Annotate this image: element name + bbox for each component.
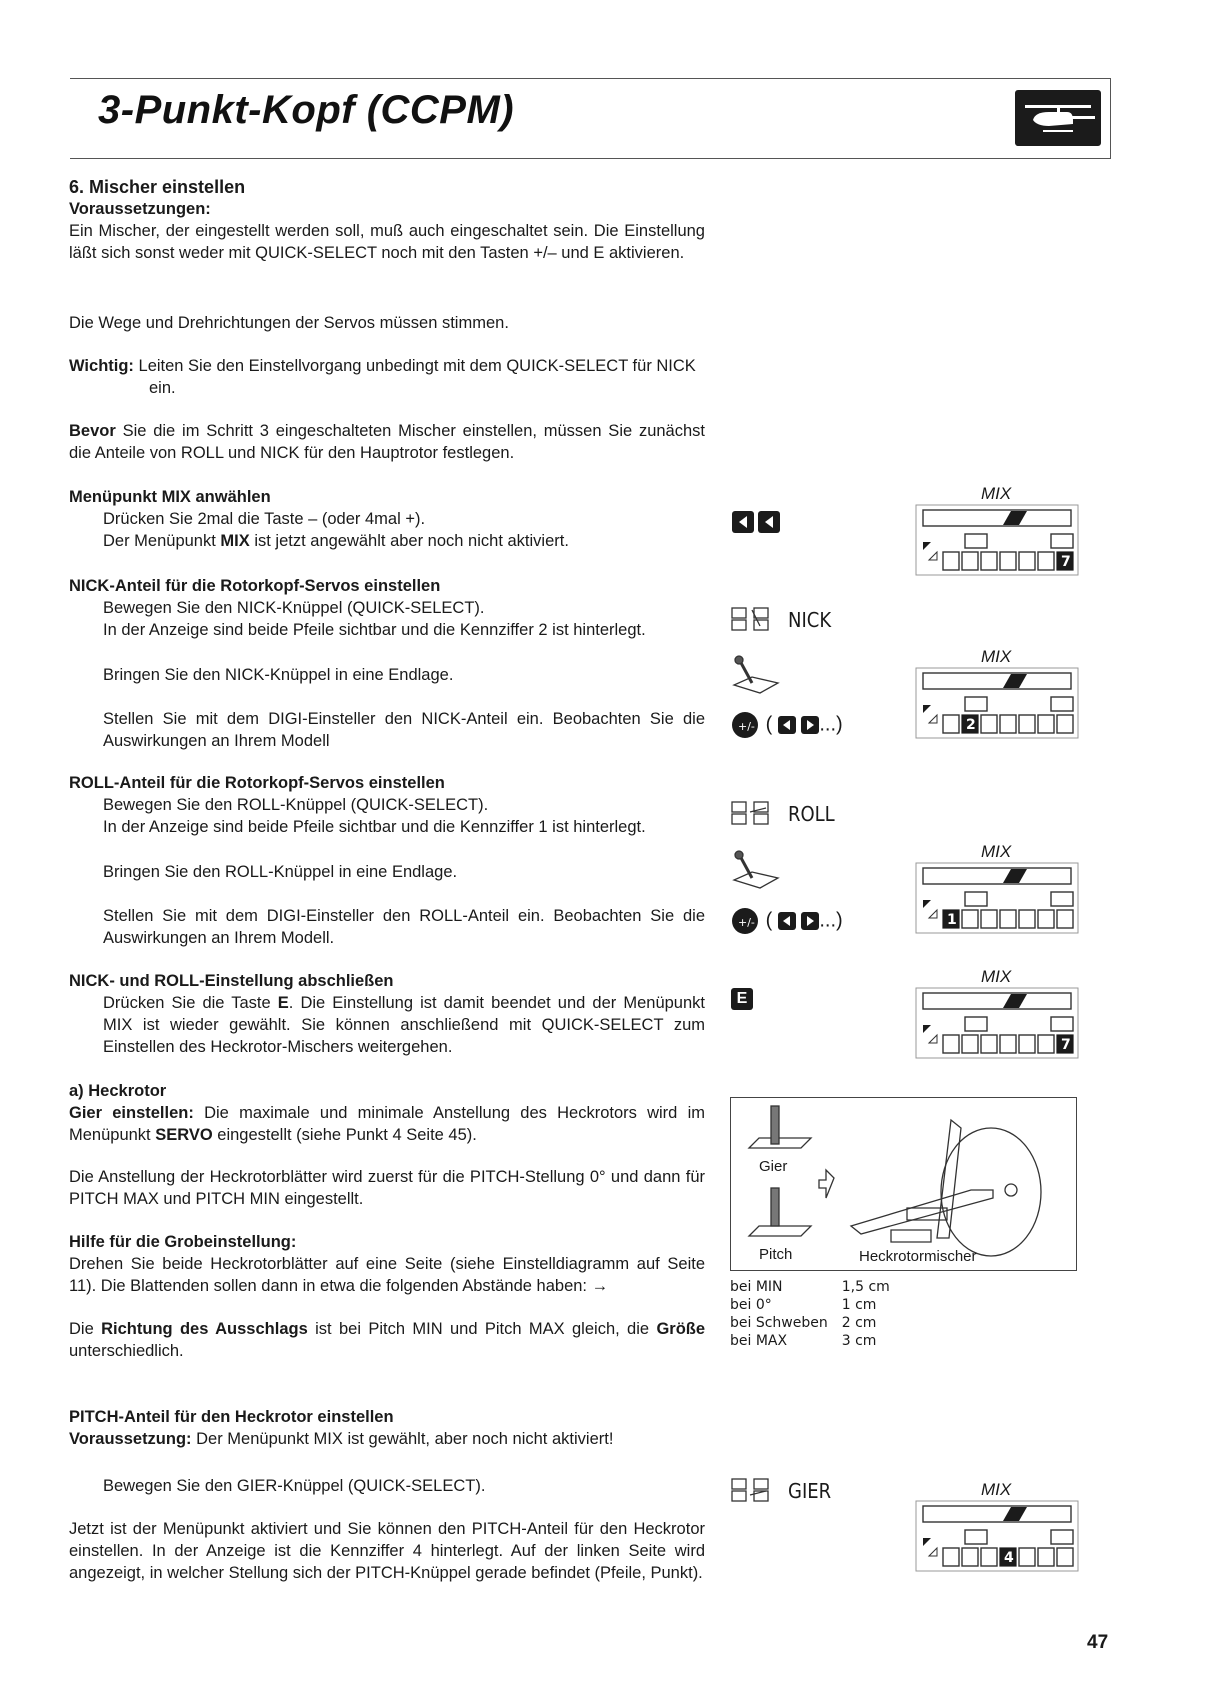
wichtig-paragraph (69, 355, 705, 399)
pitch-line2: Jetzt ist der Menüpunkt aktiviert und Sie können den PITCH-Anteil für den Heckrotor einstellen. In der Anzeige ist die Kennziffer 4 hinterlegt. Auf der linken Seite wird angezeigt, in welcher Stellung sich der PITCH-Knüppel gerade befindet (Pfeile, Punkt). (69, 1520, 705, 1582)
lcd-digit-cell (981, 910, 997, 928)
lcd-box-left (965, 534, 987, 548)
voraussetzungen-text: Ein Mischer, der eingestellt werden soll, muß auch eingeschaltet sein. Die Einstellung läßt sich sonst weder mit QUICK-SELECT noch mit den Tasten +/– und E aktivieren. (69, 222, 705, 262)
e-key (731, 988, 753, 1010)
lcd-arrow-icon (923, 705, 931, 713)
lcd-screen (915, 1500, 1079, 1572)
lcd-arrow-icon (923, 900, 931, 908)
lcd-digit: 4 (1004, 1550, 1014, 1566)
distance-row (730, 1332, 904, 1350)
wichtig-text: Leiten Sie den Einstellvorgang unbedingt mit dem QUICK-SELECT für NICK ein. (138, 357, 696, 397)
voraussetzungen-label: Voraussetzungen: (69, 200, 211, 218)
plus-key-icon (801, 716, 819, 734)
wege-paragraph (69, 312, 705, 334)
heckrotor-diagram (731, 1098, 1076, 1270)
lcd-digit: 1 (947, 912, 957, 928)
distance-row (730, 1296, 904, 1314)
lcd-digit-cell (1057, 910, 1073, 928)
roll-stick-label: ROLL (788, 802, 835, 826)
minus-keys (732, 511, 780, 533)
lcd-digit-cell (1038, 1548, 1054, 1566)
mixer-figure-label: Heckrotormischer (859, 1248, 977, 1265)
richtung-bold2: Größe (656, 1320, 706, 1338)
header-top-rule (70, 78, 1110, 79)
gier-figure-label: Gier (759, 1158, 788, 1175)
lcd-arrow-icon (929, 1035, 937, 1043)
e-key-icon: E (731, 988, 753, 1010)
roll-line1: Bewegen Sie den ROLL-Knüppel (QUICK-SELECT). (103, 796, 489, 814)
nick-line4: Stellen Sie mit dem DIGI-Einsteller den NICK-Anteil ein. Beobachten Sie die Auswirkungen an Ihrem Modell (103, 710, 705, 750)
quick-select-stick-icon (730, 798, 774, 833)
pitch-block (69, 1406, 705, 1450)
digi-roll-row (730, 906, 843, 936)
distance-label: bei MAX (730, 1333, 788, 1349)
lcd-box-right (1051, 534, 1073, 548)
pitch-heading: PITCH-Anteil für den Heckrotor einstellen (69, 1408, 394, 1426)
lcd-digit-cell (1019, 910, 1035, 928)
lcd-digit-cell (981, 552, 997, 570)
lcd-digit-cell (962, 1035, 978, 1053)
lcd-digit-cell (1038, 910, 1054, 928)
lcd-digit-cell (1000, 715, 1016, 733)
heckrotor-heading: a) Heckrotor (69, 1082, 167, 1100)
arrow-right-icon: → (591, 1277, 609, 1295)
lcd-digit-cell (1019, 715, 1035, 733)
pitch-gier-step (69, 1475, 705, 1497)
distance-row (730, 1278, 904, 1296)
distance-label: bei Schweben (730, 1315, 828, 1331)
lcd-arrow-icon (923, 1538, 931, 1546)
lcd-arrow-icon (929, 910, 937, 918)
nick-line2: In der Anzeige sind beide Pfeile sichtbar und die Kennziffer 2 ist hinterlegt. (103, 621, 646, 639)
roll-heading: ROLL-Anteil für die Rotorkopf-Servos einstellen (69, 774, 445, 792)
digi-paren-close: ...) (819, 713, 843, 736)
richtung-paragraph (69, 1318, 705, 1362)
bevor-text: Sie die im Schritt 3 eingeschalteten Mischer einstellen, müssen Sie zunächst die Anteile von ROLL und NICK für den Hauptrotor festlegen. (69, 422, 705, 462)
finish-heading: NICK- und ROLL-Einstellung abschließen (69, 972, 394, 990)
mix-line2-pre: Der Menüpunkt (103, 532, 221, 550)
lcd-digit-cell (943, 552, 959, 570)
mix-select-block (69, 486, 705, 552)
distance-value: 2 cm (841, 1315, 877, 1331)
minus-key-icon (778, 716, 796, 734)
nick-line3: Bringen Sie den NICK-Knüppel in eine Endlage. (103, 666, 454, 684)
distance-value: 3 cm (841, 1333, 877, 1349)
lcd-digit-cell (1038, 1035, 1054, 1053)
lcd-display (915, 842, 1079, 934)
digi-paren-open: ( (765, 909, 773, 932)
nick-line1: Bewegen Sie den NICK-Knüppel (QUICK-SELECT). (103, 599, 485, 617)
lcd-display (915, 647, 1079, 739)
stick-endlage-icon (730, 655, 782, 702)
heckrotor-block (69, 1080, 705, 1146)
lcd-mix-label: MIX (981, 647, 1012, 666)
lcd-digit-cell (981, 715, 997, 733)
anstellung-paragraph (69, 1166, 705, 1210)
bevor-paragraph (69, 420, 705, 464)
finish-text-pre: Drücken Sie die Taste (103, 994, 278, 1012)
hilfe-heading: Hilfe für die Grobeinstellung: (69, 1233, 297, 1251)
wichtig-label: Wichtig: (69, 357, 134, 375)
lcd-digit-cell (981, 1035, 997, 1053)
page-number: 47 (1087, 1632, 1109, 1653)
mix-line2-post: ist jetzt angewählt aber noch nicht aktiviert. (249, 532, 569, 550)
lcd-mix-label: MIX (981, 484, 1012, 503)
lcd-mix-label: MIX (981, 967, 1012, 986)
richtung-bold: Richtung des Ausschlags (101, 1320, 308, 1338)
lcd-digit-cell (1019, 1035, 1035, 1053)
minus-key-icon (778, 912, 796, 930)
roll-digi (69, 905, 705, 949)
lcd-digit-cell (962, 1548, 978, 1566)
lcd-arrow-icon (929, 715, 937, 723)
hilfe-block (69, 1231, 705, 1297)
lcd-screen (915, 504, 1079, 576)
section-intro (69, 176, 705, 264)
lcd-box-left (965, 1530, 987, 1544)
richtung-mid: ist bei Pitch MIN und Pitch MAX gleich, die (307, 1320, 657, 1338)
lcd-screen (915, 667, 1079, 739)
lcd-digit: 7 (1061, 1037, 1071, 1053)
nick-digi (69, 708, 705, 752)
distance-label: bei 0° (730, 1297, 772, 1313)
distance-label: bei MIN (730, 1279, 783, 1295)
pitch-voraussetzung-text: Der Menüpunkt MIX ist gewählt, aber noch nicht aktiviert! (191, 1430, 614, 1448)
lcd-box-right (1051, 892, 1073, 906)
gier-stick-label: GIER (788, 1479, 832, 1503)
gier-text-post: eingestellt (siehe Punkt 4 Seite 45). (212, 1126, 477, 1144)
lcd-bar-frame (923, 993, 1071, 1009)
roll-endlage (69, 861, 705, 883)
lcd-digit-cell (1000, 552, 1016, 570)
mix-line1: Drücken Sie 2mal die Taste – (oder 4mal +). (103, 510, 426, 528)
lcd-mix-label: MIX (981, 1480, 1012, 1499)
stick-endlage-icon (730, 850, 782, 897)
quick-select-stick-icon (730, 604, 774, 639)
wege-text: Die Wege und Drehrichtungen der Servos müssen stimmen. (69, 314, 509, 332)
lcd-bar-frame (923, 868, 1071, 884)
pitch-voraussetzung-label: Voraussetzung: (69, 1430, 192, 1448)
lcd-digit-cell (1000, 1035, 1016, 1053)
richtung-post: unterschiedlich. (69, 1342, 184, 1360)
nick-stick-label: NICK (788, 608, 832, 632)
lcd-box-right (1051, 1017, 1073, 1031)
lcd-box-left (965, 892, 987, 906)
anstellung-text: Die Anstellung der Heckrotorblätter wird zuerst für die PITCH-Stellung 0° und dann für PITCH MAX und PITCH MIN eingestellt. (69, 1168, 705, 1208)
roll-line4: Stellen Sie mit dem DIGI-Einsteller den ROLL-Anteil ein. Beobachten Sie die Auswirkungen an Ihrem Modell. (103, 907, 705, 947)
lcd-digit-cell (943, 1035, 959, 1053)
digi-knob-icon (730, 710, 760, 740)
roll-line3: Bringen Sie den ROLL-Knüppel in eine Endlage. (103, 863, 458, 881)
digi-knob-icon (730, 906, 760, 936)
lcd-digit-cell (981, 1548, 997, 1566)
mix-heading-bold: MIX (161, 488, 191, 506)
lcd-bar-frame (923, 1506, 1071, 1522)
lcd-screen (915, 862, 1079, 934)
pitch-line1: Bewegen Sie den GIER-Knüppel (QUICK-SELECT). (103, 1477, 486, 1495)
plus-key-icon (801, 912, 819, 930)
distance-value: 1 cm (841, 1297, 877, 1313)
mix-heading-post: anwählen (190, 488, 271, 506)
lcd-digit-cell (1000, 910, 1016, 928)
pitch-activate (69, 1518, 705, 1584)
distance-row (730, 1314, 904, 1332)
lcd-display (915, 484, 1079, 576)
lcd-digit-cell (943, 715, 959, 733)
lcd-box-right (1051, 1530, 1073, 1544)
mix-heading-pre: Menüpunkt (69, 488, 162, 506)
lcd-digit-cell (1057, 1548, 1073, 1566)
lcd-digit: 2 (966, 717, 976, 733)
section-heading: 6. Mischer einstellen (69, 177, 246, 197)
lcd-bar-frame (923, 510, 1071, 526)
nick-endlage (69, 664, 705, 686)
lcd-digit-cell (1057, 715, 1073, 733)
finish-text-bold: E (277, 994, 289, 1012)
lcd-bar-frame (923, 673, 1071, 689)
quick-select-stick-icon (730, 1475, 774, 1510)
gier-text-pre: Die maximale und minimale Anstellung des Heckrotors wird im Menüpunkt (69, 1104, 705, 1144)
lcd-digit-cell (962, 910, 978, 928)
svg-text:+/-: +/- (738, 916, 755, 929)
roll-line2: In der Anzeige sind beide Pfeile sichtbar und die Kennziffer 1 ist hinterlegt. (103, 818, 646, 836)
lcd-display (915, 1480, 1079, 1572)
lcd-digit-cell (943, 1548, 959, 1566)
header-bottom-rule (70, 158, 1110, 159)
heckrotor-figure (730, 1097, 1077, 1271)
header-right-rule (1110, 78, 1111, 159)
lcd-display (915, 967, 1079, 1059)
mix-line2-bold: MIX (220, 532, 250, 550)
minus-key-icon (758, 511, 780, 533)
helicopter-icon (1015, 90, 1101, 146)
digi-nick-row (730, 710, 843, 740)
distance-table (730, 1278, 904, 1350)
svg-text:+/-: +/- (738, 720, 755, 733)
pitch-figure-label: Pitch (759, 1246, 793, 1263)
lcd-digit-cell (1038, 715, 1054, 733)
gier-text-bold: SERVO (155, 1126, 213, 1144)
lcd-digit-cell (962, 552, 978, 570)
bevor-label: Bevor (69, 422, 116, 440)
minus-key-icon (732, 511, 754, 533)
lcd-box-left (965, 1017, 987, 1031)
page-title: 3-Punkt-Kopf (CCPM) (98, 88, 515, 132)
lcd-arrow-icon (929, 1548, 937, 1556)
lcd-digit-cell (1019, 552, 1035, 570)
richtung-pre: Die (69, 1320, 102, 1338)
lcd-digit: 7 (1061, 554, 1071, 570)
nick-heading: NICK-Anteil für die Rotorkopf-Servos einstellen (69, 577, 441, 595)
lcd-screen (915, 987, 1079, 1059)
lcd-arrow-icon (923, 542, 931, 550)
digi-paren-close: ...) (819, 909, 843, 932)
hilfe-text: Drehen Sie beide Heckrotorblätter auf eine Seite (siehe Einstelldiagramm auf Seite 11). Die Blattenden sollen dann in etwa die folgenden Abstände haben: (69, 1255, 705, 1295)
roll-block (69, 772, 705, 838)
finish-block (69, 970, 705, 1058)
lcd-digit-cell (1019, 1548, 1035, 1566)
lcd-digit-cell (1038, 552, 1054, 570)
lcd-mix-label: MIX (981, 842, 1012, 861)
lcd-box-right (1051, 697, 1073, 711)
distance-value: 1,5 cm (841, 1279, 890, 1295)
lcd-arrow-icon (923, 1025, 931, 1033)
lcd-box-left (965, 697, 987, 711)
digi-paren-open: ( (765, 713, 773, 736)
lcd-arrow-icon (929, 552, 937, 560)
gier-label: Gier einstellen: (69, 1104, 194, 1122)
nick-block (69, 575, 705, 641)
finish-text-post: . Die Einstellung ist damit beendet und der Menüpunkt MIX ist wieder gewählt. Sie können anschließend mit QUICK-SELECT zum Einstellen des Heckrotor-Mischers weitergehen. (103, 994, 705, 1056)
